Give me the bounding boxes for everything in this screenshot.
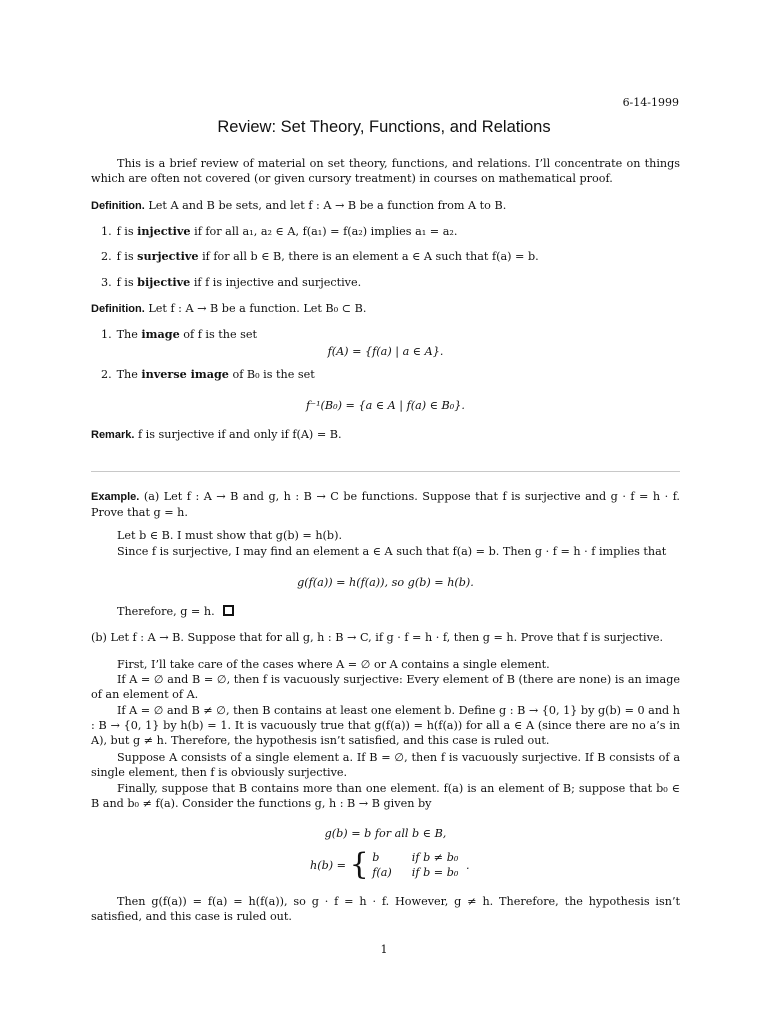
definition-label: Definition. xyxy=(91,303,145,315)
qed-box-icon xyxy=(223,605,234,616)
list-item: 2. f is surjective if for all b ∈ B, there is an element a ∈ A such that f(a) = b. xyxy=(101,249,539,263)
image-formula: f(A) = {f(a) | a ∈ A}. xyxy=(327,345,444,358)
display-h: h(b) = { b if b ≠ b₀ f(a) if b = b₀ . xyxy=(310,847,470,882)
list-item: 2. The inverse image of B₀ is the set xyxy=(101,367,315,381)
list-item: 3. f is bijective if f is injective and surjective. xyxy=(101,275,362,289)
proof-paragraph: If A = ∅ and B ≠ ∅, then B contains at least one element b. Define g : B → {0, 1} by g(b) = 0 and h : B → {0, 1} by h(b) = 1. It is vacuously true that g(f(a)) = h(f(a)) for all a ∈ A (since there are no a’s in A), but g ≠ h. Therefore, the hypothesis isn’t satisfied, and this case is ruled out. xyxy=(91,704,680,747)
definition-2 xyxy=(91,301,680,317)
proof-line-1: Let b ∈ B. I must show that g(b) = h(b). xyxy=(117,529,343,542)
list-item: 1. The image of f is the set xyxy=(101,327,258,341)
proof-paragraph: Finally, suppose that B contains more than one element. f(a) is an element of B; suppose that b₀ ∈ B and b₀ ≠ f(a). Consider the functions g, h : B → B given by xyxy=(91,782,680,810)
left-brace-icon: { xyxy=(349,847,369,882)
term-surjective: surjective xyxy=(137,249,199,263)
term-injective: injective xyxy=(137,224,191,238)
term-inverse-image: inverse image xyxy=(141,367,229,381)
section-divider xyxy=(91,471,680,472)
inverse-image-formula: f⁻¹(B₀) = {a ∈ A | f(a) ∈ B₀}. xyxy=(306,399,465,412)
proof-paragraph: First, I’ll take care of the cases where A = ∅ or A contains a single element. xyxy=(117,658,550,671)
definition-1 xyxy=(91,198,680,214)
proof-line-2: Since f is surjective, I may find an element a ∈ A such that f(a) = b. Then g · f = h · f implies that xyxy=(117,545,667,558)
definition-text: Let A and B be sets, and let f : A → B be a function from A to B. xyxy=(148,199,507,212)
intro-paragraph: This is a brief review of material on set theory, functions, and relations. I’ll concentrate on things which are often not covered (or given cursory treatment) in courses on mathematical proof. xyxy=(91,157,680,185)
definition-text: Let f : A → B be a function. Let B₀ ⊂ B. xyxy=(148,302,367,315)
example-label: Example. xyxy=(91,491,140,503)
proof-paragraph: If A = ∅ and B = ∅, then f is vacuously surjective: Every element of B (there are none) is an image of an element of A. xyxy=(91,673,680,701)
term-image: image xyxy=(141,327,180,341)
remark-text: f is surjective if and only if f(A) = B. xyxy=(137,428,342,441)
example-part-a: Example. (a) Let f : A → B and g, h : B → C be functions. Suppose that f is surjective and g · f = h · f. Prove that g = h. xyxy=(91,490,680,519)
document-title: Review: Set Theory, Functions, and Relations xyxy=(217,118,551,136)
page-number: 1 xyxy=(380,943,388,956)
list-item: 1. f is injective if for all a₁, a₂ ∈ A, f(a₁) = f(a₂) implies a₁ = a₂. xyxy=(101,224,458,238)
display-equation: g(f(a)) = h(f(a)), so g(b) = h(b). xyxy=(297,576,474,589)
term-bijective: bijective xyxy=(137,275,191,289)
proof-paragraph: Then g(f(a)) = f(a) = h(f(a)), so g · f = h · f. However, g ≠ h. Therefore, the hypothesis isn’t satisfied, and this case is ruled out. xyxy=(91,895,680,923)
proof-paragraph: Suppose A consists of a single element a. If B = ∅, then f is vacuously surjective. If B consists of a single element, then f is obviously surjective. xyxy=(91,751,680,779)
example-part-b: (b) Let f : A → B. Suppose that for all g, h : B → C, if g · f = h · f, then g = h. Prove that f is surjective. xyxy=(91,631,664,644)
remark xyxy=(91,427,680,443)
document-date: 6-14-1999 xyxy=(622,96,679,109)
remark-label: Remark. xyxy=(91,429,135,441)
piecewise-cases: b if b ≠ b₀ f(a) if b = b₀ xyxy=(372,851,459,879)
definition-label: Definition. xyxy=(91,200,145,212)
display-g: g(b) = b for all b ∈ B, xyxy=(324,827,447,840)
proof-conclusion: Therefore, g = h. xyxy=(91,604,680,619)
